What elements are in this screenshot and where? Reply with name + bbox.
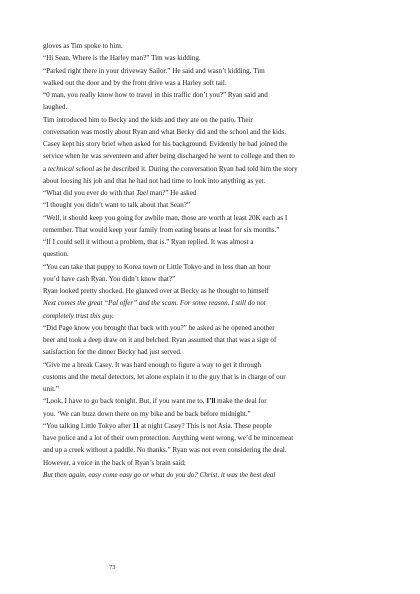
text-segment: “You talking Little Tokyo after <box>43 421 133 430</box>
text-line: gloves as Tim spoke to him. <box>43 42 123 50</box>
text-line: Tim introduced him to Becky and the kids and they ate on the patio. Their <box>43 115 253 124</box>
text-segment: make the deal for <box>215 397 267 406</box>
text-line: you. ‘We can buzz down there on my bike and be back before midnight.” <box>43 409 251 418</box>
text-segment: a <box>43 164 48 173</box>
bold-term: 11 <box>132 421 140 430</box>
bold-term: I’ll <box>206 397 216 406</box>
text-line: conversation was mostly about Ryan and what Becky did and the school and the kids. <box>43 127 287 136</box>
text-line: Casey kept his story brief when asked for his background. Evidently he had joined the <box>43 140 288 148</box>
italic-term: technical school <box>47 164 95 173</box>
text-line: “Give me a break Casey. It was hard enough to figure a way to get it through <box>43 360 261 369</box>
text-line: beer and took a deep draw on it and belched. Ryan assumed that that was a sign of <box>43 336 277 344</box>
text-segment: as he described it. During the conversation Ryan had told him the story <box>94 164 298 173</box>
text-line: “Hi Sean. Where is the Harley man?” Tim was kidding. <box>43 54 201 63</box>
text-segment: “What did you ever do with that <box>43 189 137 197</box>
text-line: “Well, it should keep you going for awhile man, those are worth at least 20K each as I <box>43 213 288 222</box>
text-line: service when he was seventeen and after being discharged he went to college and then to <box>43 152 295 161</box>
text-line: you’d have cash Ryan. You didn’t know that?” <box>43 274 176 283</box>
text-segment: “Look, I have to go back tonight. But, if you want me to, <box>43 397 207 406</box>
italic-term: Tael <box>136 189 149 197</box>
text-line: “You can take that puppy to Korea town or Little Tokyo and in less than an hour <box>43 262 271 271</box>
text-line <box>43 187 383 199</box>
text-line: question. <box>43 250 69 259</box>
text-line: customs and the metal detectors, let alone explain it to the guy that is in charge of our <box>43 372 286 381</box>
text-line: walked out the door and by the front drive was a Harley soft tail. <box>43 78 227 87</box>
text-line: have police and a lot of their own protection. Anything went wrong, we’d be mincemeat <box>43 434 294 442</box>
text-line: “Did Page know you brought that back with you?” he asked as he opened another <box>43 323 275 332</box>
text-line: “If I could sell it without a problem, that is.” Ryan replied. It was almost a <box>43 238 254 246</box>
text-line: and up a creek without a paddle. No thanks.” Ryan was not even considering the deal. <box>43 446 287 455</box>
text-line <box>43 163 383 175</box>
text-line: completely trust this guy. <box>43 311 114 320</box>
text-line <box>43 395 383 407</box>
text-line: “I thought you didn’t want to talk about that Sean?” <box>43 201 191 210</box>
text-line: Ryan looked pretty shocked. He glanced over at Becky as he thought to himself <box>43 287 269 295</box>
text-segment: man?” He asked <box>148 189 197 197</box>
page-number: 73 <box>109 564 116 571</box>
text-line: about loosing his job and that he had not had time to look into anything as yet. <box>43 176 266 185</box>
text-line: satisfaction for the dinner Becky had just served. <box>43 348 182 357</box>
text-line: However, a voice in the back of Ryan’s brain said; <box>43 458 186 467</box>
text-segment: at night Casey? This is not Asia. These people <box>139 421 272 430</box>
text-line: “0 man, you really know how to travel in this traffic don’t you?” Ryan said and <box>43 91 268 99</box>
text-line: “Parked right there in your driveway Sailor.” He said and wasn’t kidding. Tim <box>43 66 265 75</box>
text-line: Next comes the great “Pal offer” and the scam. For some reason, I still do not <box>43 299 266 308</box>
text-line: But then again, easy come easy go or what do you do? Christ, it was the best deal <box>43 470 276 479</box>
body-text <box>43 40 383 481</box>
text-line: unit.” <box>43 385 59 393</box>
text-line: remember. That would keep your family from eating beans at least for six months.” <box>43 225 280 234</box>
text-line: laughed. <box>43 103 68 112</box>
text-line <box>43 420 383 432</box>
